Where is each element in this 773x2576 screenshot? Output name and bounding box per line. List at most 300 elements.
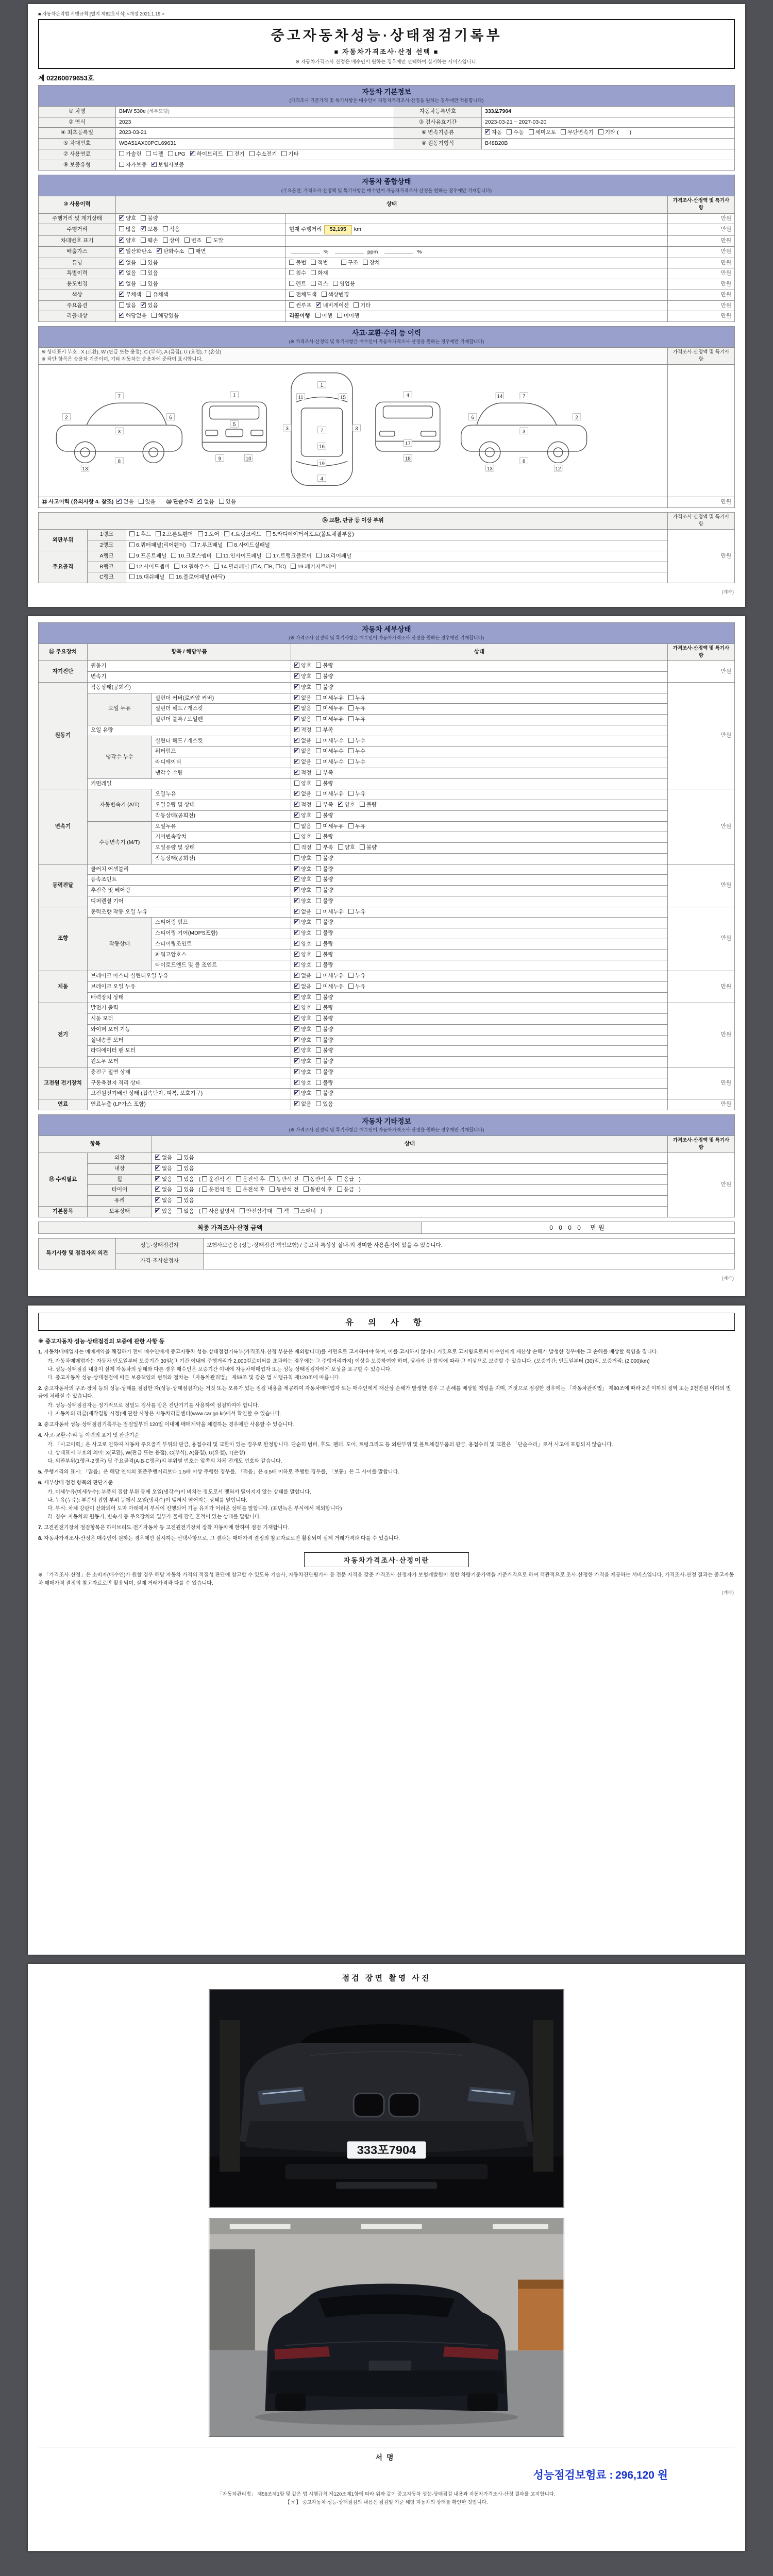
checked-option[interactable] xyxy=(294,1079,311,1088)
unchecked-option[interactable] xyxy=(304,1186,333,1194)
unchecked-option[interactable] xyxy=(598,129,631,137)
checkbox-icon xyxy=(294,748,299,753)
svg-text:10: 10 xyxy=(245,456,251,462)
section-subnote: (주요옵션, 가격조사·산정액 및 특기사항은 매수인이 자동차가격조사·산정을 원하는 경우에만 기재합니다) xyxy=(281,188,492,193)
unchecked-option[interactable] xyxy=(266,552,311,561)
unchecked-option[interactable] xyxy=(348,694,365,703)
checkbox-icon xyxy=(294,673,299,679)
unchecked-option[interactable] xyxy=(289,302,311,310)
unchecked-option[interactable] xyxy=(316,866,333,874)
checked-option[interactable] xyxy=(294,866,311,874)
unchecked-option[interactable] xyxy=(316,1069,333,1077)
unchecked-option[interactable] xyxy=(291,563,336,571)
checked-option[interactable] xyxy=(294,705,311,713)
unchecked-option[interactable] xyxy=(141,215,158,223)
unchecked-option[interactable] xyxy=(316,983,344,991)
checkbox-icon xyxy=(316,781,321,786)
option-label: 동반석 후 xyxy=(310,1176,333,1182)
checked-option[interactable] xyxy=(155,1154,172,1162)
option-label: 양호 xyxy=(301,951,312,958)
checked-option[interactable] xyxy=(119,259,136,267)
extra-options xyxy=(286,300,668,311)
unchecked-option[interactable] xyxy=(119,226,136,234)
svg-text:19: 19 xyxy=(319,461,325,467)
price-cell: 만원 xyxy=(667,971,734,1003)
unchecked-option[interactable] xyxy=(316,929,333,938)
unchecked-option[interactable] xyxy=(270,1186,299,1194)
checked-option[interactable] xyxy=(294,758,311,767)
unchecked-option[interactable] xyxy=(316,726,333,735)
unchecked-option[interactable] xyxy=(316,1090,333,1098)
unchecked-option[interactable] xyxy=(316,940,333,948)
unchecked-option[interactable] xyxy=(316,823,344,831)
unchecked-option[interactable] xyxy=(316,812,333,820)
unchecked-option[interactable] xyxy=(348,823,365,831)
checked-option[interactable] xyxy=(155,1197,172,1205)
option-label: 변조 xyxy=(191,238,202,244)
checkbox-icon xyxy=(294,802,299,807)
checkbox-icon xyxy=(354,302,359,308)
unchecked-option[interactable] xyxy=(198,531,220,539)
notices-heading: ※ 중고자동차 성능·상태점검의 보증에 관한 사항 등 xyxy=(38,1338,165,1345)
unchecked-option[interactable] xyxy=(227,150,244,159)
unchecked-option[interactable] xyxy=(337,312,359,320)
checked-option[interactable] xyxy=(119,237,136,245)
price-cell: 만원 xyxy=(667,1153,734,1217)
unchecked-option[interactable] xyxy=(119,161,147,170)
unchecked-option[interactable] xyxy=(266,531,354,539)
checked-option[interactable] xyxy=(338,801,355,809)
svg-text:11: 11 xyxy=(298,395,304,401)
checked-option[interactable] xyxy=(155,1208,172,1216)
extra-options xyxy=(286,268,668,279)
unchecked-option[interactable] xyxy=(289,269,306,278)
unchecked-option[interactable] xyxy=(311,280,328,289)
checkbox-icon xyxy=(294,781,299,786)
check-item: 와이퍼 모터 기능 xyxy=(88,1024,291,1035)
unchecked-option[interactable] xyxy=(129,552,166,561)
unchecked-option[interactable] xyxy=(316,662,333,670)
unchecked-option[interactable] xyxy=(141,259,158,267)
unchecked-option[interactable] xyxy=(304,1176,333,1184)
device-subgroup: 자동변속기 (A/T) xyxy=(88,789,152,821)
unchecked-option[interactable] xyxy=(139,498,156,506)
checked-option[interactable] xyxy=(197,498,214,506)
unchecked-option[interactable] xyxy=(360,801,377,809)
checked-option[interactable] xyxy=(294,1004,311,1012)
checked-option[interactable] xyxy=(155,1165,172,1173)
check-item: 추진축 및 베어링 xyxy=(88,886,291,896)
check-item: 라디에이터 팬 모터 xyxy=(88,1046,291,1057)
unchecked-option[interactable] xyxy=(341,259,358,267)
unchecked-option[interactable] xyxy=(169,573,225,582)
unchecked-option[interactable] xyxy=(561,129,594,137)
unchecked-option[interactable] xyxy=(311,269,328,278)
unchecked-option[interactable] xyxy=(141,269,158,278)
option-label: 적법 xyxy=(317,259,328,266)
unchecked-option[interactable] xyxy=(316,758,344,767)
checked-option[interactable] xyxy=(190,150,223,159)
unchecked-option[interactable] xyxy=(227,541,270,550)
unchecked-option[interactable] xyxy=(202,1208,235,1216)
checked-option[interactable] xyxy=(294,737,311,745)
checkbox-icon xyxy=(155,1208,160,1213)
unchecked-option[interactable] xyxy=(316,1047,333,1055)
checkbox-icon xyxy=(224,531,229,536)
unchecked-option[interactable] xyxy=(354,302,371,310)
checked-option[interactable] xyxy=(294,876,311,884)
repair-item: 휠 xyxy=(88,1174,152,1185)
field-value-cell xyxy=(482,139,735,149)
option-label: 자동 xyxy=(492,129,502,136)
option-label: 누유 xyxy=(355,716,366,722)
unchecked-option[interactable] xyxy=(348,790,365,799)
unchecked-option[interactable] xyxy=(316,694,344,703)
checkbox-icon xyxy=(141,238,146,243)
checkbox-icon xyxy=(289,292,294,297)
unchecked-option[interactable] xyxy=(348,972,365,980)
unchecked-option[interactable] xyxy=(338,844,355,852)
status-options xyxy=(291,810,668,821)
checked-option[interactable] xyxy=(141,226,158,234)
unchecked-option[interactable] xyxy=(174,563,209,571)
unchecked-option[interactable] xyxy=(206,237,223,245)
unchecked-option[interactable] xyxy=(316,897,333,906)
checked-option[interactable] xyxy=(152,161,184,170)
checkbox-icon xyxy=(119,292,124,297)
checkbox-icon xyxy=(168,151,173,156)
checked-option[interactable] xyxy=(119,280,136,289)
option-label: 미세누수 xyxy=(323,759,344,765)
option-label: 불량 xyxy=(366,802,377,808)
field-label: ① 차명 xyxy=(39,106,116,117)
checked-option[interactable] xyxy=(155,1176,172,1184)
checked-option[interactable] xyxy=(119,215,136,223)
unchecked-option[interactable] xyxy=(177,1197,194,1205)
unchecked-option[interactable] xyxy=(316,908,344,917)
unchecked-option[interactable] xyxy=(289,291,317,299)
price-cell: 만원 xyxy=(667,279,734,290)
unchecked-option[interactable] xyxy=(129,541,186,550)
price-cell: 만원 xyxy=(667,1003,734,1067)
unchecked-option[interactable] xyxy=(316,780,333,788)
unchecked-option[interactable] xyxy=(189,248,206,256)
part-number-marker xyxy=(468,414,477,421)
unchecked-option[interactable] xyxy=(294,844,311,852)
unchecked-option[interactable] xyxy=(316,737,344,745)
option-label: 불량 xyxy=(323,962,333,969)
option-label: 침수 xyxy=(296,270,307,277)
unchecked-option[interactable] xyxy=(146,150,163,159)
checkbox-icon xyxy=(294,1037,299,1042)
unchecked-option[interactable] xyxy=(348,716,365,724)
unchecked-option[interactable] xyxy=(177,1208,194,1216)
unchecked-option[interactable] xyxy=(129,531,151,539)
unchecked-option[interactable] xyxy=(316,833,333,841)
checked-option[interactable] xyxy=(119,269,136,278)
part-number-marker xyxy=(230,392,239,399)
checked-option[interactable] xyxy=(294,716,311,724)
checkbox-icon xyxy=(169,574,174,579)
unchecked-option[interactable] xyxy=(219,498,236,506)
unchecked-option[interactable] xyxy=(129,573,164,582)
unchecked-option[interactable] xyxy=(348,748,365,756)
checked-option[interactable] xyxy=(294,919,311,927)
unchecked-option[interactable] xyxy=(289,259,306,267)
option-label: 운전석 후 xyxy=(242,1187,265,1193)
checked-option[interactable] xyxy=(294,1058,311,1066)
checked-option[interactable] xyxy=(294,1090,311,1098)
unchecked-option[interactable] xyxy=(294,833,311,841)
unchecked-option[interactable] xyxy=(316,972,344,980)
unchecked-option[interactable] xyxy=(294,855,311,863)
checked-option[interactable] xyxy=(141,302,158,310)
checkbox-icon xyxy=(316,1080,321,1085)
panel-items xyxy=(126,572,668,583)
svg-text:4: 4 xyxy=(406,393,410,399)
unchecked-option[interactable] xyxy=(316,705,344,713)
column-header: 가격조사·산정액 및 특기사항 xyxy=(667,643,734,661)
checked-option[interactable] xyxy=(294,1069,311,1077)
unchecked-option[interactable] xyxy=(363,259,380,267)
check-item: 디퍼렌셜 기어 xyxy=(88,896,291,907)
option-label: 3.도어 xyxy=(204,531,220,538)
unchecked-option[interactable] xyxy=(316,552,351,561)
checkbox-icon xyxy=(316,716,321,721)
checked-option[interactable] xyxy=(294,972,311,980)
option-label: 불량 xyxy=(323,994,333,1001)
unchecked-option[interactable] xyxy=(294,1208,316,1216)
notice-item: 8. 자동차가격조사·산정은 매수인이 원하는 경우에만 실시하는 선택사항으로, 그 결과는 매매가격 결정의 참고자료로만 활용되며 실제 거래가격과 다를 수 있습니다. xyxy=(38,1536,400,1541)
status-options xyxy=(116,236,286,247)
checked-option[interactable] xyxy=(119,248,152,256)
checked-option[interactable] xyxy=(294,790,311,799)
price-cell: 만원 xyxy=(667,258,734,268)
unchecked-option[interactable] xyxy=(236,1186,265,1194)
option-label: 장치 xyxy=(369,259,380,266)
unchecked-option[interactable] xyxy=(316,748,344,756)
option-label: 양호 xyxy=(126,215,137,222)
unchecked-option[interactable] xyxy=(316,1037,333,1045)
unchecked-option[interactable] xyxy=(202,1176,231,1184)
checked-option[interactable] xyxy=(294,887,311,895)
basic-info-section xyxy=(38,85,735,171)
unchecked-option[interactable] xyxy=(316,876,333,884)
checked-option[interactable] xyxy=(294,662,311,670)
unchecked-option[interactable] xyxy=(311,259,328,267)
checked-option[interactable] xyxy=(294,961,311,970)
checkbox-icon xyxy=(270,1187,275,1192)
unchecked-option[interactable] xyxy=(316,855,333,863)
unchecked-option[interactable] xyxy=(289,280,306,289)
price-cell: 만원 xyxy=(667,1099,734,1110)
unchecked-option[interactable] xyxy=(202,1186,231,1194)
unchecked-option[interactable] xyxy=(529,129,557,137)
checked-option[interactable] xyxy=(294,801,311,809)
unchecked-option[interactable] xyxy=(337,1186,354,1194)
unchecked-option[interactable] xyxy=(316,961,333,970)
unchecked-option[interactable] xyxy=(316,887,333,895)
checked-option[interactable] xyxy=(294,951,311,959)
unchecked-option[interactable] xyxy=(240,1208,273,1216)
unchecked-option[interactable] xyxy=(270,1176,299,1184)
checked-option[interactable] xyxy=(155,1186,172,1194)
unchecked-option[interactable] xyxy=(177,1165,194,1173)
checkbox-icon xyxy=(316,759,321,764)
checked-option[interactable] xyxy=(294,673,311,681)
checked-option[interactable] xyxy=(294,1015,311,1023)
unchecked-option[interactable] xyxy=(316,801,333,809)
checked-option[interactable] xyxy=(316,302,349,310)
option-label: 누유 xyxy=(355,791,366,798)
checked-option[interactable] xyxy=(294,1047,311,1055)
checkbox-icon xyxy=(294,823,299,828)
checkbox-icon xyxy=(294,898,299,903)
unchecked-option[interactable] xyxy=(316,951,333,959)
checkbox-icon xyxy=(141,260,146,265)
unchecked-option[interactable] xyxy=(216,552,262,561)
option-label: 미세누유 xyxy=(323,716,344,722)
checked-option[interactable] xyxy=(116,498,133,506)
option-label: 불량 xyxy=(323,897,333,904)
checkbox-icon xyxy=(163,226,168,231)
checked-option[interactable] xyxy=(119,312,147,320)
repair-item: 외장 xyxy=(88,1153,152,1164)
unchecked-option[interactable] xyxy=(360,844,377,852)
option-label: 부족 xyxy=(323,726,333,733)
unchecked-option[interactable] xyxy=(348,705,365,713)
checked-option[interactable] xyxy=(294,684,311,692)
check-item: 작동상태(공회전) xyxy=(152,810,291,821)
unchecked-option[interactable] xyxy=(348,983,365,991)
unchecked-option[interactable] xyxy=(294,823,311,831)
option-label: 전기 xyxy=(234,150,245,157)
checked-option[interactable] xyxy=(294,1037,311,1045)
unchecked-option[interactable] xyxy=(129,563,170,571)
checkbox-icon xyxy=(119,238,124,243)
unchecked-option[interactable] xyxy=(249,150,277,159)
unchecked-option[interactable] xyxy=(171,552,211,561)
checkbox-icon xyxy=(338,802,343,807)
unchecked-option[interactable] xyxy=(152,312,179,320)
unchecked-option[interactable] xyxy=(294,780,311,788)
unchecked-option[interactable] xyxy=(177,1186,194,1194)
checked-option[interactable] xyxy=(294,908,311,917)
option-label: 없음 xyxy=(301,759,312,765)
unchecked-option[interactable] xyxy=(119,302,136,310)
checked-option[interactable] xyxy=(294,812,311,820)
unchecked-option[interactable] xyxy=(281,150,298,159)
unchecked-option[interactable] xyxy=(224,531,261,539)
option-label: 적음 xyxy=(169,226,180,233)
option-label: 이행 xyxy=(322,313,332,319)
checked-option[interactable] xyxy=(294,983,311,991)
unchecked-option[interactable] xyxy=(316,994,333,1002)
unchecked-option[interactable] xyxy=(141,280,158,289)
unchecked-option[interactable] xyxy=(316,1058,333,1066)
option-label: 있음 xyxy=(225,499,236,505)
checkbox-icon xyxy=(216,553,222,558)
unchecked-option[interactable] xyxy=(348,758,365,767)
checked-option[interactable] xyxy=(294,940,311,948)
check-item: 스티어링조인트 xyxy=(152,939,291,950)
device-name: 조향 xyxy=(39,907,88,971)
unchecked-option[interactable] xyxy=(333,280,355,289)
unchecked-option[interactable] xyxy=(119,150,141,159)
unchecked-option[interactable] xyxy=(316,684,333,692)
checked-option[interactable] xyxy=(294,769,311,777)
checked-option[interactable] xyxy=(485,129,502,137)
unchecked-option[interactable] xyxy=(156,531,193,539)
unchecked-option[interactable] xyxy=(277,1208,289,1216)
device-subgroup: 작동상태 xyxy=(88,918,152,971)
unchecked-option[interactable] xyxy=(141,237,158,245)
checked-option[interactable] xyxy=(294,694,311,703)
unchecked-option[interactable] xyxy=(168,150,186,159)
unchecked-option[interactable] xyxy=(316,1100,333,1109)
check-item: 동력조향 작동 오일 누유 xyxy=(88,907,291,918)
unchecked-option[interactable] xyxy=(163,226,180,234)
unchecked-option[interactable] xyxy=(177,1154,194,1162)
unchecked-option[interactable] xyxy=(348,908,365,917)
unchecked-option[interactable] xyxy=(316,1015,333,1023)
option-label: 미세누수 xyxy=(323,737,344,744)
checked-option[interactable] xyxy=(294,1100,311,1109)
unchecked-option[interactable] xyxy=(316,1026,333,1034)
unchecked-option[interactable] xyxy=(316,1079,333,1088)
checked-option[interactable] xyxy=(294,748,311,756)
unchecked-option[interactable] xyxy=(316,716,344,724)
unchecked-option[interactable] xyxy=(322,291,349,299)
checked-option[interactable] xyxy=(294,994,311,1002)
status-options xyxy=(291,1014,668,1025)
unchecked-option[interactable] xyxy=(316,919,333,927)
status-options xyxy=(116,258,286,268)
checked-option[interactable] xyxy=(294,929,311,938)
unchecked-option[interactable] xyxy=(337,1176,354,1184)
checkbox-icon xyxy=(129,553,135,558)
option-label: 미세누유 xyxy=(323,705,344,712)
checked-option[interactable] xyxy=(157,248,184,256)
unchecked-option[interactable] xyxy=(316,790,344,799)
unchecked-option[interactable] xyxy=(316,844,333,852)
check-item: 스티어링 펌프 xyxy=(152,918,291,928)
unchecked-option[interactable] xyxy=(184,237,201,245)
unchecked-option[interactable] xyxy=(236,1176,265,1184)
checked-option[interactable] xyxy=(294,726,311,735)
unchecked-option[interactable] xyxy=(348,737,365,745)
checkbox-icon xyxy=(322,292,327,297)
unchecked-option[interactable] xyxy=(177,1176,194,1184)
unchecked-option[interactable] xyxy=(315,312,332,320)
unchecked-option[interactable] xyxy=(191,541,223,550)
part-number-marker xyxy=(244,455,253,462)
unchecked-option[interactable] xyxy=(146,291,168,299)
unchecked-option[interactable] xyxy=(163,237,180,245)
checked-option[interactable] xyxy=(119,291,141,299)
unchecked-option[interactable] xyxy=(316,1004,333,1012)
unchecked-option[interactable] xyxy=(316,673,333,681)
unchecked-option[interactable] xyxy=(507,129,524,137)
repair-item: 내장 xyxy=(88,1163,152,1174)
checkbox-icon xyxy=(119,270,124,275)
unchecked-option[interactable] xyxy=(316,769,333,777)
checked-option[interactable] xyxy=(294,897,311,906)
unchecked-option[interactable] xyxy=(214,563,286,571)
checked-option[interactable] xyxy=(294,1026,311,1034)
insurance-fee-line xyxy=(38,2467,735,2482)
checkbox-icon xyxy=(191,542,196,547)
